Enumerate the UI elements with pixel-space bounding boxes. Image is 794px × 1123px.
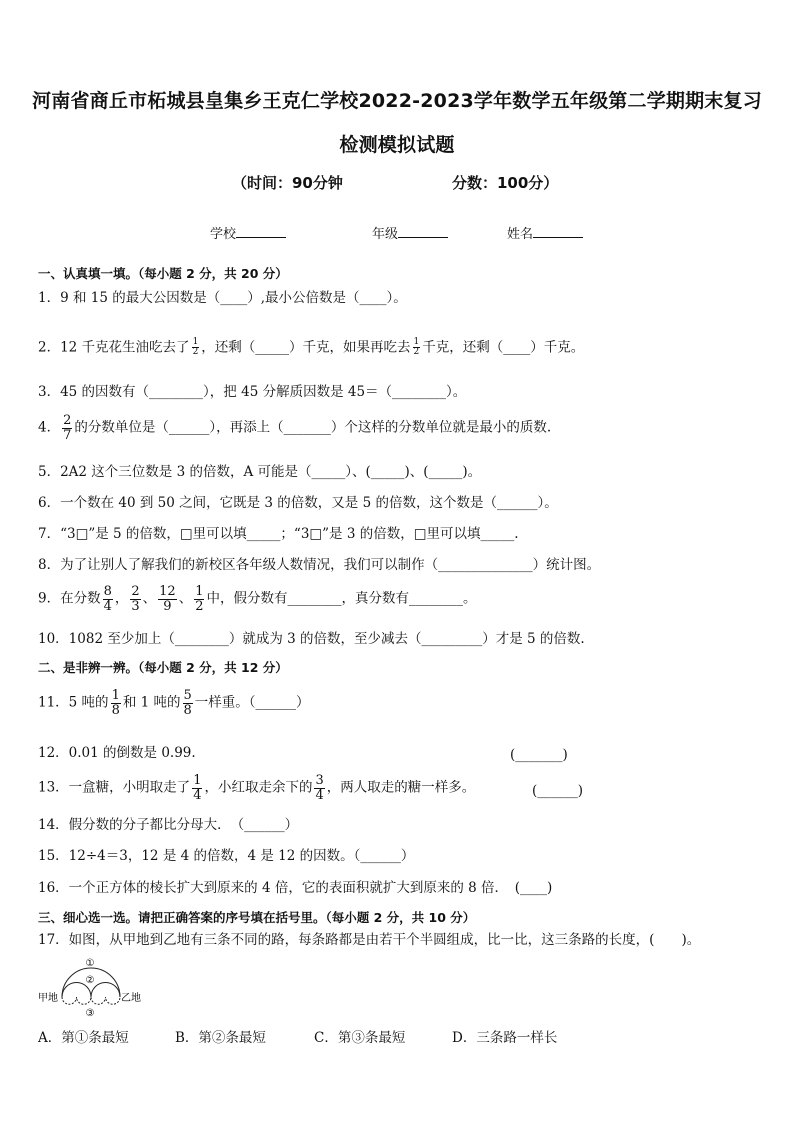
question-11 xyxy=(38,689,310,717)
grade-label: 年级 xyxy=(372,227,399,242)
school-blank[interactable] xyxy=(236,225,286,238)
q4-text-b: 的分数单位是（______），再添上（_______）个这样的分数单位就是最小的质数. xyxy=(74,419,552,436)
question-2 xyxy=(38,338,584,358)
q4-fraction: $\frac{2}{7}$ xyxy=(63,413,72,443)
question-17: 17．如图，从甲地到乙地有三条不同的路，每条路都是由若干个半圆组成，比一比，这三条路的长度，( )。 xyxy=(38,932,701,948)
q9-sep-1: ， xyxy=(114,590,129,607)
q2-fraction-1: $\frac{1}{2}$ xyxy=(192,337,199,358)
q13-text-c: ，两人取走的糖一样多。 xyxy=(326,779,476,796)
q13-text-a: 13．一盒糖，小明取走了 xyxy=(38,779,191,796)
exam-subtitle: 检测模拟试题 xyxy=(339,134,455,156)
route-3-label: ③ xyxy=(85,1008,95,1017)
route-diagram xyxy=(36,955,148,1017)
route-2-label: ② xyxy=(85,975,95,986)
q11-text-c: 一样重。（______） xyxy=(194,694,310,711)
q13-fraction-1: $\frac{1}{4}$ xyxy=(193,773,202,803)
route-1-label: ① xyxy=(85,958,95,969)
q2-text-c: 千克，还剩（____）千克。 xyxy=(422,339,585,356)
question-5: 5．2A2 这个三位数是 3 的倍数，A 可能是（_____）、(_____)、(_____)。 xyxy=(38,464,482,480)
question-7: 7．“3□”是 5 的倍数，□里可以填_____；“3□”是 3 的倍数，□里可以填_____. xyxy=(38,526,519,542)
question-12: 12．0.01 的倒数是 0.99. xyxy=(38,745,196,761)
name-field[interactable] xyxy=(507,223,583,242)
option-b[interactable]: B．第②条最短 xyxy=(175,1030,266,1046)
q9-sep-2: 、 xyxy=(142,590,157,607)
question-6: 6．一个数在 40 到 50 之间，它既是 3 的倍数，又是 5 的倍数，这个数是（______）。 xyxy=(38,495,558,511)
from-label: 甲地 xyxy=(38,993,58,1004)
q11-fraction-2: $\frac{5}{8}$ xyxy=(183,688,192,718)
name-blank[interactable] xyxy=(533,225,583,238)
grade-field[interactable] xyxy=(372,223,448,242)
q2-fraction-2: $\frac{1}{2}$ xyxy=(413,337,420,358)
section-2-heading: 二、是非辨一辨。（每小题 2 分，共 12 分） xyxy=(38,660,288,675)
question-14: 14．假分数的分子都比分母大． （______） xyxy=(38,817,299,833)
q4-text-a: 4． xyxy=(38,419,61,436)
exam-title: 河南省商丘市柘城县皇集乡王克仁学校2022-2023学年数学五年级第二学期期末复习 xyxy=(32,90,762,112)
question-1: 1．9 和 15 的最大公因数是（____）,最小公倍数是（____）。 xyxy=(38,290,407,306)
q13-answer-blank[interactable]: (______) xyxy=(532,783,584,799)
question-3: 3．45 的因数有（________），把 45 分解质因数是 45＝（________）。 xyxy=(38,384,467,400)
q9-sep-3: 、 xyxy=(178,590,193,607)
q2-text-a: 2．12 千克花生油吃去了 xyxy=(38,339,190,356)
exam-score: 分数：100分） xyxy=(452,174,559,192)
option-c[interactable]: C．第③条最短 xyxy=(314,1030,406,1046)
q9-text-b: 中，假分数有________，真分数有________。 xyxy=(206,590,477,607)
option-a[interactable]: A．第①条最短 xyxy=(38,1030,129,1046)
q13-fraction-2: $\frac{3}{4}$ xyxy=(315,773,324,803)
exam-time: （时间：90分钟 xyxy=(232,174,343,192)
q11-text-b: 和 1 吨的 xyxy=(122,694,181,711)
q11-text-a: 11．5 吨的 xyxy=(38,694,109,711)
grade-blank[interactable] xyxy=(398,225,448,238)
name-label: 姓名 xyxy=(507,227,534,242)
q13-text-b: ，小红取走余下的 xyxy=(204,779,313,796)
question-16: 16．一个正方体的棱长扩大到原来的 4 倍，它的表面积就扩大到原来的 8 倍． (____) xyxy=(38,880,553,896)
section-1-heading: 一、认真填一填。（每小题 2 分，共 20 分） xyxy=(38,266,288,281)
school-field[interactable] xyxy=(210,223,286,242)
q11-fraction-1: $\frac{1}{8}$ xyxy=(111,688,120,718)
question-15: 15．12÷4＝3，12 是 4 的倍数，4 是 12 的因数。（______） xyxy=(38,848,415,864)
q2-text-b: ，还剩（_____）千克，如果再吃去 xyxy=(201,339,411,356)
option-d[interactable]: D．三条路一样长 xyxy=(452,1030,558,1046)
question-4 xyxy=(38,414,551,442)
q9-fraction-1: $\frac{8}{4}$ xyxy=(103,584,112,614)
q9-fraction-2: $\frac{2}{3}$ xyxy=(131,584,140,614)
school-label: 学校 xyxy=(210,227,237,242)
to-label: 乙地 xyxy=(121,993,141,1004)
q9-fraction-4: $\frac{1}{2}$ xyxy=(195,584,204,614)
q9-fraction-3: $\frac{12}{9}$ xyxy=(159,584,176,614)
route-3-path xyxy=(62,997,120,1004)
question-8: 8．为了让别人了解我们的新校区各年级人数情况，我们可以制作（______________）统计图。 xyxy=(38,557,601,573)
q12-answer-blank[interactable]: (_______) xyxy=(510,747,568,763)
q9-text-a: 9．在分数 xyxy=(38,590,101,607)
question-10: 10．1082 至少加上（________）就成为 3 的倍数，至少减去（_________）才是 5 的倍数. xyxy=(38,631,585,647)
section-3-heading: 三、细心选一选。请把正确答案的序号填在括号里。（每小题 2 分，共 10 分） xyxy=(38,910,476,925)
question-9 xyxy=(38,585,476,613)
question-13 xyxy=(38,774,475,802)
